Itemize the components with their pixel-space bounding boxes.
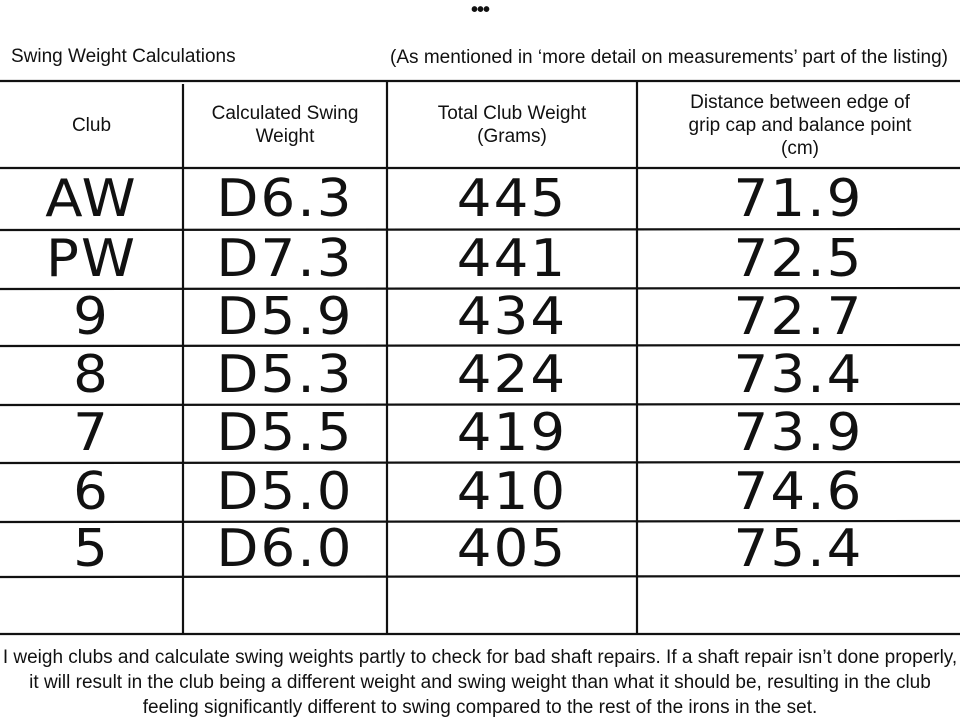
table-cell-total-weight: 445 (456, 168, 568, 229)
table-cell-swing-weight: D6.0 (216, 518, 354, 579)
more-options-icon[interactable]: ••• (470, 0, 489, 21)
page-subtitle: (As mentioned in ‘more detail on measurements’ part of the listing) (390, 47, 948, 68)
table-cell-total-weight: 410 (456, 461, 568, 522)
table-cell-club: 6 (73, 461, 110, 522)
table-cell-swing-weight: D6.3 (216, 168, 354, 229)
table-cell-distance: 73.9 (733, 403, 864, 463)
table-cell-swing-weight: D5.0 (216, 461, 354, 522)
column-header-swing-weight: Calculated Swing Weight (211, 103, 359, 147)
table-cell-total-weight: 419 (456, 403, 568, 463)
table-cell-distance: 72.5 (733, 229, 864, 289)
table-cell-distance: 71.9 (733, 168, 864, 229)
page-title: Swing Weight Calculations (11, 46, 236, 67)
table-cell-total-weight: 441 (456, 229, 568, 289)
footer-note: I weigh clubs and calculate swing weights partly to check for bad shaft repairs. If a shaft repair isn’t done properly, it will result in the club being a different weight and swing weight than what it should be, resulting in the club feeling significantly different to swing compared to the rest of the irons in the set. (2, 647, 958, 718)
table-cell-total-weight: 434 (456, 287, 568, 347)
column-header-total-weight: Total Club Weight (Grams) (437, 103, 587, 147)
table-cell-swing-weight: D5.5 (216, 403, 354, 463)
table-cell-club: 7 (73, 403, 110, 463)
table-cell-club: PW (45, 229, 138, 289)
table-cell-distance: 75.4 (733, 518, 864, 579)
table-cell-distance: 73.4 (733, 344, 864, 405)
table-cell-distance: 74.6 (733, 461, 864, 522)
table-cell-swing-weight: D5.3 (216, 344, 354, 405)
table-cell-swing-weight: D7.3 (216, 229, 354, 289)
table-cell-club: 8 (73, 344, 110, 405)
table-cell-distance: 72.7 (733, 287, 864, 347)
column-header-distance: Distance between edge of grip cap and balance point (cm) (688, 91, 912, 159)
column-header-club: Club (71, 114, 112, 136)
table-cell-total-weight: 405 (456, 518, 568, 579)
table-cell-club: 5 (73, 518, 110, 579)
table-cell-swing-weight: D5.9 (216, 287, 354, 347)
table-cell-club: AW (45, 168, 138, 229)
table-cell-club: 9 (73, 287, 110, 347)
table-cell-total-weight: 424 (456, 344, 568, 405)
